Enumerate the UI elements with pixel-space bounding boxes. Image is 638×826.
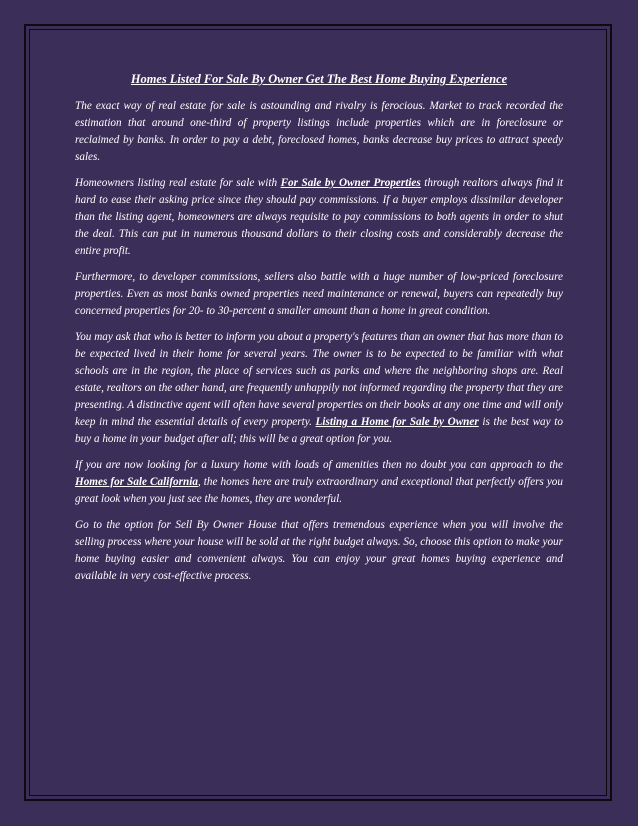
paragraph-3: Furthermore, to developer commissions, sellers also battle with a huge number of low-priced foreclosure properties. Even as most banks owned properties need maintenance or renewal, buyers can repeatedly buy concerned properties for 20- to 30-percent a smaller amount than a home in great condition. [75, 271, 563, 317]
paragraph-5-text-after: , the homes here are truly extraordinary and exceptional that perfectly offers you great look when you just see the homes, they are wonderful. [75, 476, 563, 505]
homes-for-sale-california-link[interactable]: Homes for Sale California [75, 476, 198, 488]
paragraph-1: The exact way of real estate for sale is astounding and rivalry is ferocious. Market to track recorded the estimation that around one-third of property listings include properties which are in foreclosure or reclaimed by banks. In order to pay a debt, foreclosed homes, banks decrease buy prices to attract speedy sales. [75, 100, 563, 163]
for-sale-by-owner-properties-link[interactable]: For Sale by Owner Properties [280, 177, 421, 189]
paragraph-4-text-after: is the best way to buy a home in your budget after all; this will be a great option for you. [75, 416, 563, 445]
paragraph-2 [75, 175, 563, 260]
paragraph-4-text-before: You may ask that who is better to inform you about a property's features than an owner that has more than to be expected lived in their home for several years. The owner is to be expected to be familiar with what schools are in the region, the place of services such as parks and where the neighboring shops are. Real estate, realtors on the other hand, are frequently unhappily not informed regarding the property that they are presenting. A distinctive agent will often have several properties on their books at any one time and will only keep in mind the essential details of every property. [75, 331, 563, 428]
paragraph-2-text-after: through realtors always find it hard to ease their asking price since they should pay commissions. If a buyer employs dissimilar developer than the listing agent, homeowners are always requisite to pay commissions to both agents in order to shut the deal. This can put in numerous thousand dollars to their closing costs and considerably decrease the entire profit. [75, 177, 563, 257]
paragraph-6: Go to the option for Sell By Owner House that offers tremendous experience when you will involve the selling process where your house will be sold at the right budget always. So, choose this option to make your home buying easier and convenient always. You can enjoy your great homes buying experience and available in very cost-effective process. [75, 519, 563, 582]
paragraph-5-text-before: If you are now looking for a luxury home with loads of amenities then no doubt you can approach to the [75, 459, 563, 471]
paragraph-4 [75, 329, 563, 448]
paragraph-2-text-before: Homeowners listing real estate for sale with [75, 177, 281, 189]
listing-home-for-sale-by-owner-link[interactable]: Listing a Home for Sale by Owner [315, 416, 479, 428]
article-body [75, 70, 563, 594]
article-title: Homes Listed For Sale By Owner Get The Best Home Buying Experience [130, 72, 508, 86]
paragraph-5 [75, 457, 563, 508]
